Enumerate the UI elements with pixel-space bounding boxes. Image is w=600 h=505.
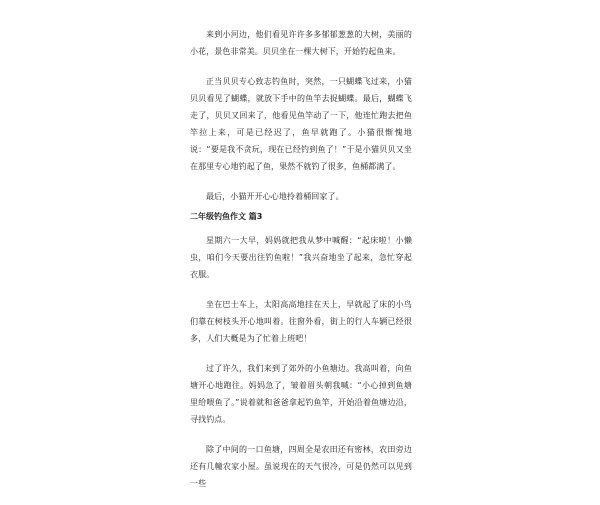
- paragraph-bus-ride: 坐在巴士车上，太阳高高地挂在天上，早就起了床的小鸟们靠在树枝头开心地叫着。往窗外看，街上的行人车辆已经很多，人们大概是为了忙着上班吧！: [190, 300, 412, 343]
- paragraph-go-home: 最后，小猫开开心心地拎着桶回家了。: [206, 192, 344, 201]
- paragraph-fish-pond: 过了许久，我们来到了郊外的小鱼塘边。我高叫着，向鱼塘开心地跑往。妈妈急了，皱着眉头朝我喊：“小心掉到鱼塘里给喂鱼了。”说着就和爸爸拿起钓鱼竿，开始沿着鱼塘边沿，寻找钓点。: [190, 364, 412, 424]
- document-page: [190, 26, 412, 505]
- paragraph-farmland: 除了中间的一口鱼塘，四周全是农田还有密林，农田旁边还有几幢农家小屋。虽说现在的天气很冷，可是仍然可以见到一些: [190, 445, 412, 488]
- paragraph-river-scene: 来到小河边，他们看见许许多多郁郁葱葱的大树，美丽的小花，景色非常美。贝贝坐在一棵大树下，开始钓起鱼来。: [190, 30, 412, 56]
- paragraph-saturday-morning: 星期六一大早，妈妈就把我从梦中喊醒：“起床啦！小懒虫，咱们今天要出往钓鱼啦！”我兴奋地坐了起来，急忙穿起衣服。: [190, 236, 412, 279]
- paragraph-butterfly: 正当贝贝专心致志钓鱼时，突然，一只蝴蝶飞过来，小猫贝贝看见了蝴蝶，就放下手中的鱼竿去捉蝴蝶。最后，蝴蝶飞走了，贝贝又回来了，他看见鱼竿动了一下，他连忙跑去把鱼竿拉上来，可是已经迟了，鱼早就跑了。小猫很惭愧地说：“要是我不贪玩，现在已经钓到鱼了！”于是小猫贝贝又坐在那里专心地钓起了鱼，果然不就钓了很多，鱼桶都满了。: [190, 77, 412, 171]
- section-title: 二年级钓鱼作文 篇3: [190, 212, 263, 221]
